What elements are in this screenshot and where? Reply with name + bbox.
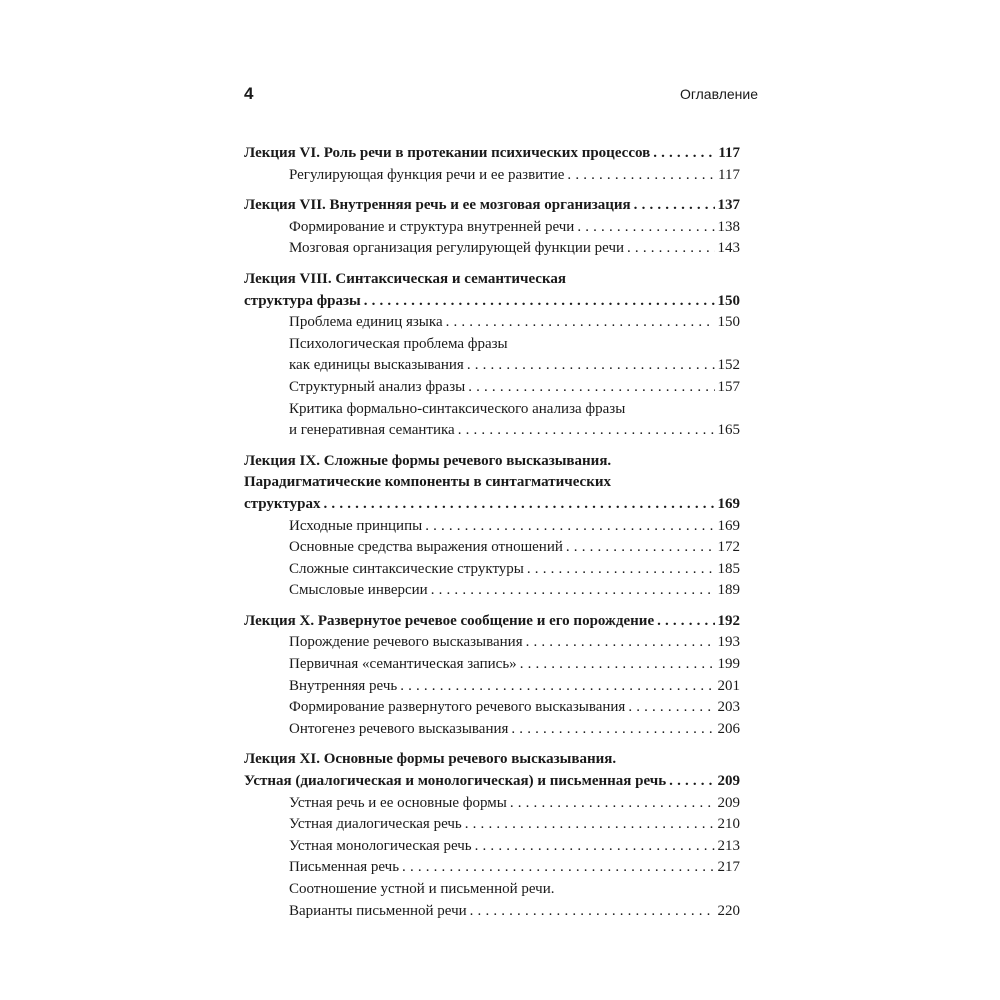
- page-ref: 169: [717, 517, 740, 534]
- section-row: [244, 580, 740, 602]
- lecture-title: Устная (диалогическая и монологическая) и письменная речь: [244, 773, 667, 790]
- dot-leader: [468, 377, 714, 399]
- dot-leader: [402, 857, 714, 879]
- section-title: Регулирующая функция речи и ее развитие: [289, 166, 565, 183]
- page-ref: 157: [717, 378, 740, 395]
- dot-leader: [520, 654, 715, 676]
- page-ref: 201: [717, 677, 740, 694]
- section-row: [244, 537, 740, 559]
- lecture-entry: [244, 611, 740, 741]
- dot-leader: [465, 814, 715, 836]
- page-ref: 189: [717, 582, 740, 599]
- lecture-title: Лекция VI. Роль речи в протекании психических процессов: [244, 145, 651, 161]
- dot-leader: [324, 494, 715, 516]
- lecture-title-row: [244, 611, 740, 633]
- page-ref: 150: [717, 314, 740, 331]
- section-title: Первичная «семантическая запись»: [289, 656, 517, 673]
- page-ref: 210: [717, 816, 740, 833]
- page-ref: 117: [718, 166, 740, 183]
- lecture-title: структурах: [244, 495, 321, 512]
- lecture-title-row: [244, 771, 740, 793]
- section-row: [244, 377, 740, 399]
- dot-leader: [510, 793, 715, 815]
- page-number: 4: [244, 84, 254, 103]
- lecture-title: Лекция X. Развернутое речевое сообщение и его порождение: [244, 612, 655, 629]
- page-ref: 209: [717, 794, 740, 811]
- lecture-title-row: [244, 494, 740, 516]
- page-ref: 213: [717, 837, 740, 854]
- page-ref: 192: [717, 612, 740, 629]
- lecture-title-row: [244, 143, 740, 165]
- section-row: [244, 814, 740, 836]
- section-title-line: Психологическая проблема фразы: [289, 335, 508, 352]
- section-title-line: Критика формально-синтаксического анализа фразы: [289, 400, 626, 417]
- dot-leader: [475, 836, 715, 858]
- dot-leader: [467, 355, 715, 377]
- dot-leader: [511, 719, 714, 741]
- section-row: [244, 516, 740, 538]
- dot-leader: [431, 580, 715, 602]
- section-title: Письменная речь: [289, 859, 400, 876]
- page-ref: 193: [717, 634, 740, 651]
- section-row: [244, 793, 740, 815]
- dot-leader: [400, 676, 714, 698]
- lecture-entry: [244, 451, 740, 602]
- section-title: как единицы высказывания: [289, 357, 464, 374]
- section-title: Смысловые инверсии: [289, 582, 428, 599]
- section-row: [244, 238, 740, 260]
- lecture-entry: [244, 749, 740, 922]
- lecture-title: структура фразы: [244, 292, 361, 309]
- dot-leader: [577, 217, 714, 239]
- section-title: и генеративная семантика: [289, 422, 455, 439]
- page-ref: 206: [717, 720, 740, 737]
- section-row: [244, 217, 740, 239]
- section-title: Внутренняя речь: [289, 677, 398, 694]
- section-row: [244, 654, 740, 676]
- lecture-title-line: Лекция XI. Основные формы речевого высказывания.: [244, 751, 617, 768]
- section-row: [244, 697, 740, 719]
- page-ref: 117: [718, 145, 740, 161]
- dot-leader: [446, 312, 715, 334]
- section-title: Варианты письменной речи: [289, 902, 467, 919]
- dot-leader: [657, 611, 714, 633]
- section-title: Исходные принципы: [289, 517, 423, 534]
- section-row: [244, 420, 740, 442]
- section-title: Устная речь и ее основные формы: [289, 794, 507, 811]
- section-title: Устная диалогическая речь: [289, 816, 462, 833]
- lecture-title-row: [244, 291, 740, 313]
- dot-leader: [458, 420, 715, 442]
- page-ref: 185: [717, 560, 740, 577]
- lecture-entry: [244, 143, 740, 186]
- section-title: Сложные синтаксические структуры: [289, 560, 524, 577]
- lecture-title-line: Лекция VIII. Синтаксическая и семантическая: [244, 270, 566, 287]
- dot-leader: [470, 901, 715, 923]
- lecture-entry: [244, 195, 740, 260]
- section-row: [244, 836, 740, 858]
- page-ref: 150: [717, 292, 740, 309]
- page-ref: 217: [717, 859, 740, 876]
- section-row: [244, 165, 740, 187]
- dot-leader: [526, 632, 715, 654]
- section-title-line: Соотношение устной и письменной речи.: [289, 881, 555, 897]
- lecture-title: Лекция VII. Внутренняя речь и ее мозговая организация: [244, 197, 631, 214]
- running-header-title: Оглавление: [679, 86, 758, 102]
- section-title: Формирование и структура внутренней речи: [289, 218, 575, 235]
- page-ref: 165: [717, 422, 740, 439]
- dot-leader: [566, 537, 715, 559]
- dot-leader: [567, 165, 715, 187]
- lecture-entry: [244, 269, 740, 442]
- dot-leader: [627, 238, 714, 260]
- section-row: [244, 355, 740, 377]
- lecture-title-row: [244, 195, 740, 217]
- page-ref: 143: [717, 240, 740, 257]
- section-row: [244, 676, 740, 698]
- page-ref: 172: [717, 539, 740, 556]
- page-ref: 220: [717, 902, 740, 919]
- lecture-title-line: Лекция IX. Сложные формы речевого высказывания.: [244, 452, 612, 469]
- table-of-contents: [244, 143, 740, 931]
- section-row: [244, 632, 740, 654]
- lecture-title-line: Парадигматические компоненты в синтагматических: [244, 474, 611, 491]
- section-row: [244, 857, 740, 879]
- section-row: [244, 559, 740, 581]
- dot-leader: [628, 697, 714, 719]
- page-ref: 152: [717, 357, 740, 374]
- page-ref: 203: [717, 699, 740, 716]
- page-ref: 137: [717, 197, 740, 214]
- page-ref: 199: [717, 656, 740, 673]
- section-title: Основные средства выражения отношений: [289, 539, 563, 556]
- page-ref: 209: [717, 773, 740, 790]
- dot-leader: [653, 143, 715, 165]
- section-title: Онтогенез речевого высказывания: [289, 720, 509, 737]
- page-ref: 169: [717, 495, 740, 512]
- section-title: Мозговая организация регулирующей функции речи: [289, 240, 625, 257]
- section-title: Формирование развернутого речевого высказывания: [289, 699, 626, 716]
- section-row: [244, 312, 740, 334]
- dot-leader: [364, 291, 715, 313]
- dot-leader: [669, 771, 714, 793]
- dot-leader: [425, 516, 714, 538]
- section-title: Устная монологическая речь: [289, 837, 472, 854]
- dot-leader: [634, 195, 715, 217]
- page-ref: 138: [717, 218, 740, 235]
- section-row: [244, 901, 740, 923]
- section-title: Проблема единиц языка: [289, 314, 443, 331]
- section-row: [244, 719, 740, 741]
- section-title: Порождение речевого высказывания: [289, 634, 523, 651]
- dot-leader: [527, 559, 715, 581]
- section-title: Структурный анализ фразы: [289, 378, 466, 395]
